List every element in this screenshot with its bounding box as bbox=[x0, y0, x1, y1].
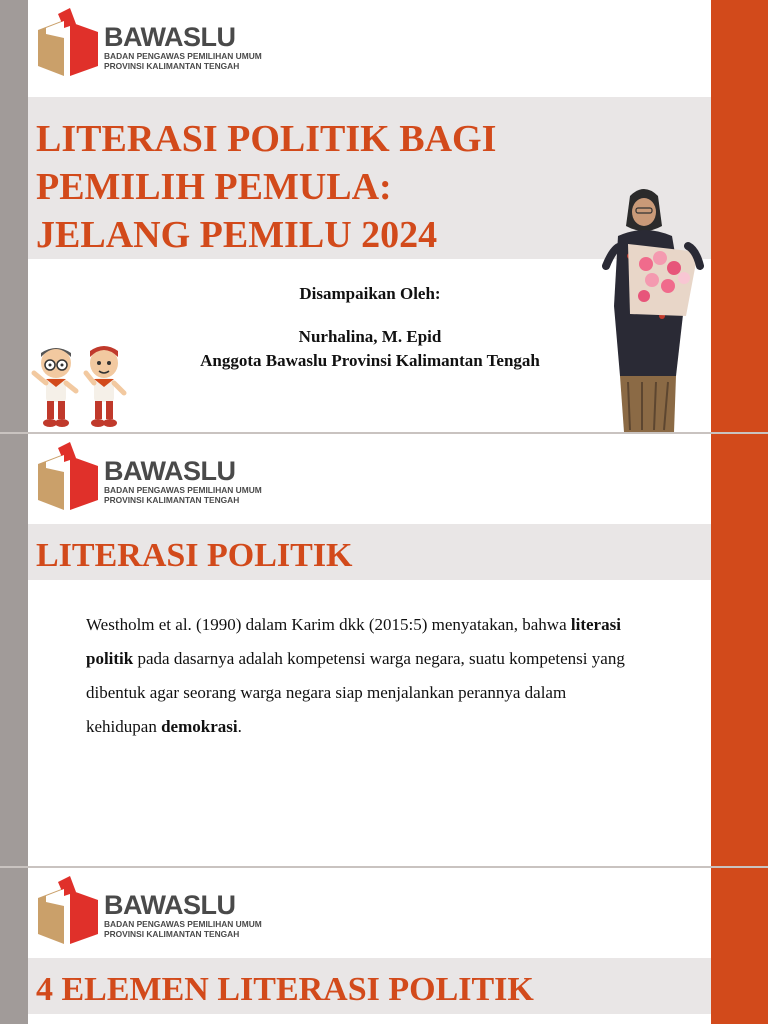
logo-brand: BAWASLU bbox=[104, 456, 236, 486]
logo-brand: BAWASLU bbox=[104, 890, 236, 920]
slide-2 bbox=[0, 434, 768, 866]
logo-line-1: BADAN PENGAWAS PEMILIHAN UMUM bbox=[104, 485, 262, 495]
ballot-box-icon bbox=[36, 8, 100, 80]
presenter-name: Nurhalina, M. Epid bbox=[298, 327, 442, 346]
slide-1-title bbox=[36, 115, 496, 259]
bawaslu-logo bbox=[36, 876, 262, 948]
title-line-2: PEMILIH PEMULA: bbox=[36, 166, 392, 208]
ballot-box-icon bbox=[36, 876, 100, 948]
slide-2-title: LITERASI POLITIK bbox=[36, 537, 353, 574]
text-part: Westholm et al. (1990) dalam Karim dkk (2015:5) menyatakan, bahwa bbox=[86, 615, 571, 634]
left-accent-bar bbox=[0, 868, 28, 1024]
slide-3 bbox=[0, 868, 768, 1024]
logo-line-2: PROVINSI KALIMANTAN TENGAH bbox=[104, 61, 240, 71]
title-band bbox=[28, 958, 711, 1014]
logo-line-1: BADAN PENGAWAS PEMILIHAN UMUM bbox=[104, 51, 262, 61]
left-accent-bar bbox=[0, 0, 28, 432]
title-band bbox=[28, 524, 711, 580]
presented-by-label: Disampaikan Oleh: bbox=[299, 284, 441, 303]
right-accent-bar bbox=[711, 0, 768, 432]
text-part: pada dasarnya adalah kompetensi warga negara, suatu kompetensi yang dibentuk agar seorang warga negara siap menjalankan perannya dalam kehidupan bbox=[86, 649, 625, 736]
term-demokrasi: demokrasi bbox=[161, 717, 238, 736]
right-accent-bar bbox=[711, 868, 768, 1024]
logo-line-1: BADAN PENGAWAS PEMILIHAN UMUM bbox=[104, 919, 262, 929]
slide-1 bbox=[0, 0, 768, 432]
term-literasi-politik: literasi politik bbox=[86, 615, 621, 668]
left-accent-bar bbox=[0, 434, 28, 866]
bawaslu-logo bbox=[36, 442, 262, 514]
title-line-3: JELANG PEMILU 2024 bbox=[36, 214, 438, 256]
right-accent-bar bbox=[711, 434, 768, 866]
slide-3-title: 4 ELEMEN LITERASI POLITIK bbox=[36, 971, 534, 1008]
logo-brand: BAWASLU bbox=[104, 22, 236, 52]
logo-line-2: PROVINSI KALIMANTAN TENGAH bbox=[104, 929, 240, 939]
text-part: . bbox=[237, 717, 242, 736]
mascot-illustration bbox=[30, 343, 130, 431]
presenter-role: Anggota Bawaslu Provinsi Kalimantan Tengah bbox=[200, 351, 540, 370]
definition-paragraph bbox=[86, 608, 626, 744]
logo-line-2: PROVINSI KALIMANTAN TENGAH bbox=[104, 495, 240, 505]
title-line-1: LITERASI POLITIK BAGI bbox=[36, 118, 497, 160]
presenter-photo bbox=[600, 186, 708, 432]
ballot-box-icon bbox=[36, 442, 100, 514]
bawaslu-logo bbox=[36, 8, 262, 80]
